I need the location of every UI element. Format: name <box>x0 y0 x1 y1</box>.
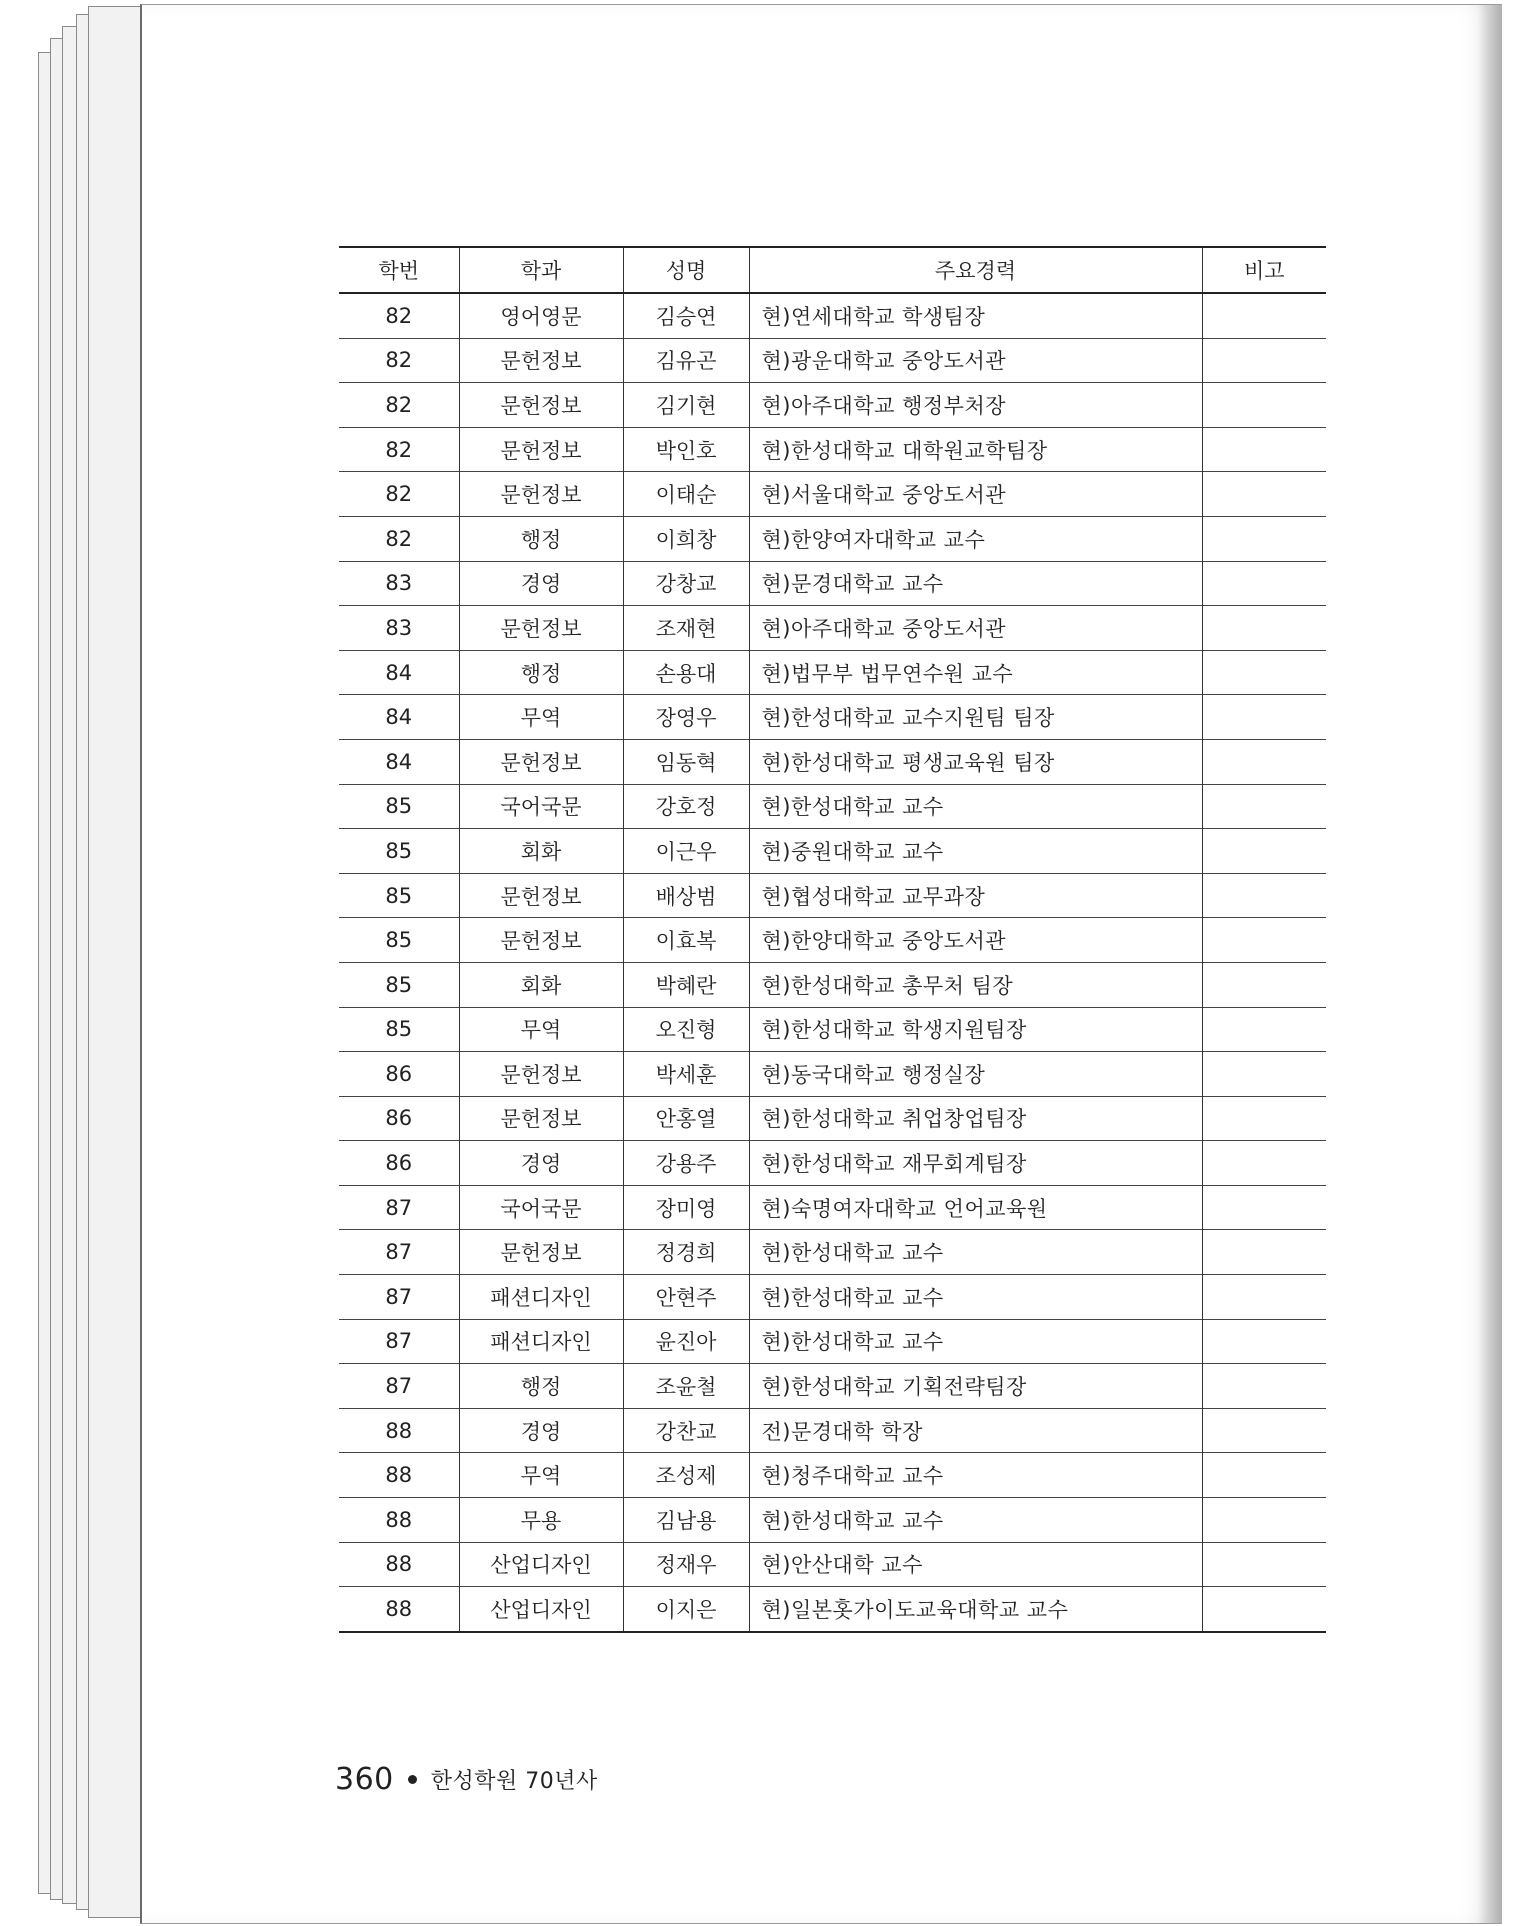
cell-student-id: 87 <box>385 1240 413 1265</box>
page-footer <box>335 1762 598 1797</box>
table-row <box>339 1007 1326 1052</box>
table-row <box>339 829 1326 874</box>
cell-student-id: 82 <box>385 482 413 507</box>
cell-remarks <box>1202 1408 1326 1453</box>
cell-remarks <box>1202 1587 1326 1632</box>
cell-name: 김기현 <box>623 383 749 428</box>
cell-name: 김유곤 <box>623 338 749 383</box>
page-number: 360 <box>335 1762 394 1797</box>
cell-student-id: 88 <box>385 1463 413 1488</box>
cell-career: 현)한양여자대학교 교수 <box>749 516 1202 561</box>
table-row <box>339 427 1326 472</box>
cell-department: 문헌정보 <box>459 918 623 963</box>
cell-remarks <box>1202 1007 1326 1052</box>
cell-career: 현)중원대학교 교수 <box>749 829 1202 874</box>
cell-career: 현)연세대학교 학생팀장 <box>749 293 1202 338</box>
cell-name: 장영우 <box>623 695 749 740</box>
cell-department: 행정 <box>459 516 623 561</box>
cell-student-id: 82 <box>385 437 413 462</box>
cell-name: 이지은 <box>623 1587 749 1632</box>
cell-department: 문헌정보 <box>459 1052 623 1097</box>
cell-department: 회화 <box>459 962 623 1007</box>
cell-career: 현)한양대학교 중앙도서관 <box>749 918 1202 963</box>
cell-career: 현)청주대학교 교수 <box>749 1453 1202 1498</box>
cell-career: 현)숙명여자대학교 언어교육원 <box>749 1185 1202 1230</box>
cell-department: 문헌정보 <box>459 1230 623 1275</box>
bullet-separator <box>408 1775 417 1784</box>
cell-name: 이희창 <box>623 516 749 561</box>
cell-remarks <box>1202 338 1326 383</box>
cell-department: 경영 <box>459 561 623 606</box>
table-row <box>339 1319 1326 1364</box>
cell-department: 영어영문 <box>459 293 623 338</box>
cell-career: 현)한성대학교 교수 <box>749 1275 1202 1320</box>
cell-student-id: 82 <box>385 303 413 328</box>
table-row <box>339 1052 1326 1097</box>
cell-remarks <box>1202 1230 1326 1275</box>
cell-remarks <box>1202 1542 1326 1587</box>
cell-student-id: 87 <box>385 1329 413 1354</box>
cell-name: 이근우 <box>623 829 749 874</box>
table-row <box>339 1498 1326 1543</box>
cell-remarks <box>1202 1185 1326 1230</box>
cell-department: 회화 <box>459 829 623 874</box>
cell-name: 오진형 <box>623 1007 749 1052</box>
table-row <box>339 1096 1326 1141</box>
cell-name: 배상범 <box>623 873 749 918</box>
cell-department: 패션디자인 <box>459 1275 623 1320</box>
cell-career: 현)아주대학교 행정부처장 <box>749 383 1202 428</box>
cell-remarks <box>1202 1052 1326 1097</box>
cell-department: 무역 <box>459 695 623 740</box>
cell-remarks <box>1202 293 1326 338</box>
table-row <box>339 1408 1326 1453</box>
cell-remarks <box>1202 650 1326 695</box>
table-row <box>339 561 1326 606</box>
cell-remarks <box>1202 829 1326 874</box>
cell-remarks <box>1202 1319 1326 1364</box>
table-row <box>339 383 1326 428</box>
cell-department: 문헌정보 <box>459 606 623 651</box>
table-row <box>339 695 1326 740</box>
cell-student-id: 86 <box>385 1151 413 1176</box>
cell-name: 안현주 <box>623 1275 749 1320</box>
cell-student-id: 83 <box>385 615 413 640</box>
alumni-table <box>339 246 1326 1633</box>
cell-name: 임동혁 <box>623 739 749 784</box>
cell-department: 경영 <box>459 1141 623 1186</box>
cell-student-id: 82 <box>385 526 413 551</box>
cell-name: 강창교 <box>623 561 749 606</box>
cell-student-id: 88 <box>385 1597 413 1622</box>
cell-department: 문헌정보 <box>459 873 623 918</box>
table-row <box>339 1275 1326 1320</box>
cell-name: 정재우 <box>623 1542 749 1587</box>
cell-student-id: 86 <box>385 1061 413 1086</box>
table-row <box>339 1542 1326 1587</box>
cell-student-id: 84 <box>385 705 413 730</box>
cell-student-id: 83 <box>385 571 413 596</box>
table-row <box>339 1587 1326 1632</box>
table-row <box>339 739 1326 784</box>
cell-remarks <box>1202 427 1326 472</box>
header-remarks: 비고 <box>1202 247 1326 293</box>
cell-name: 김승연 <box>623 293 749 338</box>
cell-career: 현)한성대학교 학생지원팀장 <box>749 1007 1202 1052</box>
cell-career: 현)한성대학교 재무회계팀장 <box>749 1141 1202 1186</box>
cell-career: 현)한성대학교 대학원교학팀장 <box>749 427 1202 472</box>
table-row <box>339 1230 1326 1275</box>
cell-department: 무역 <box>459 1007 623 1052</box>
cell-student-id: 88 <box>385 1507 413 1532</box>
header-department: 학과 <box>459 247 623 293</box>
table-row <box>339 918 1326 963</box>
cell-name: 박인호 <box>623 427 749 472</box>
cell-department: 문헌정보 <box>459 427 623 472</box>
cell-remarks <box>1202 695 1326 740</box>
cell-remarks <box>1202 873 1326 918</box>
cell-career: 현)한성대학교 평생교육원 팀장 <box>749 739 1202 784</box>
cell-remarks <box>1202 784 1326 829</box>
cell-remarks <box>1202 516 1326 561</box>
table-row <box>339 293 1326 338</box>
table-body <box>339 293 1326 1632</box>
cell-career: 현)법무부 법무연수원 교수 <box>749 650 1202 695</box>
cell-career: 현)아주대학교 중앙도서관 <box>749 606 1202 651</box>
cell-department: 문헌정보 <box>459 1096 623 1141</box>
cell-department: 행정 <box>459 1364 623 1409</box>
cell-name: 정경희 <box>623 1230 749 1275</box>
table-row <box>339 516 1326 561</box>
cell-student-id: 85 <box>385 928 413 953</box>
cell-name: 이태순 <box>623 472 749 517</box>
cell-career: 현)한성대학교 교수 <box>749 784 1202 829</box>
cell-department: 문헌정보 <box>459 472 623 517</box>
cell-remarks <box>1202 383 1326 428</box>
table-row <box>339 873 1326 918</box>
table-row <box>339 1453 1326 1498</box>
cell-career: 현)한성대학교 교수 <box>749 1230 1202 1275</box>
page-shadow <box>1478 5 1502 1923</box>
cell-remarks <box>1202 962 1326 1007</box>
cell-career: 현)한성대학교 교수 <box>749 1319 1202 1364</box>
cell-department: 국어국문 <box>459 1185 623 1230</box>
cell-remarks <box>1202 1096 1326 1141</box>
cell-student-id: 88 <box>385 1418 413 1443</box>
cell-name: 장미영 <box>623 1185 749 1230</box>
cell-name: 박세훈 <box>623 1052 749 1097</box>
cell-remarks <box>1202 918 1326 963</box>
cell-student-id: 84 <box>385 749 413 774</box>
cell-student-id: 85 <box>385 794 413 819</box>
cell-department: 경영 <box>459 1408 623 1453</box>
cell-career: 현)한성대학교 총무처 팀장 <box>749 962 1202 1007</box>
cell-remarks <box>1202 561 1326 606</box>
table-row <box>339 338 1326 383</box>
cell-name: 안홍열 <box>623 1096 749 1141</box>
cell-remarks <box>1202 1275 1326 1320</box>
cell-remarks <box>1202 739 1326 784</box>
cell-name: 이효복 <box>623 918 749 963</box>
cell-career: 현)안산대학 교수 <box>749 1542 1202 1587</box>
table-row <box>339 962 1326 1007</box>
table-row <box>339 784 1326 829</box>
cell-student-id: 85 <box>385 883 413 908</box>
book-title: 한성학원 70년사 <box>430 1769 598 1794</box>
cell-department: 산업디자인 <box>459 1587 623 1632</box>
cell-name: 강찬교 <box>623 1408 749 1453</box>
table-row <box>339 606 1326 651</box>
cell-student-id: 86 <box>385 1106 413 1131</box>
cell-department: 산업디자인 <box>459 1542 623 1587</box>
cell-remarks <box>1202 1141 1326 1186</box>
cell-remarks <box>1202 1364 1326 1409</box>
cell-name: 강호정 <box>623 784 749 829</box>
cell-career: 현)협성대학교 교무과장 <box>749 873 1202 918</box>
cell-name: 강용주 <box>623 1141 749 1186</box>
cell-name: 김남용 <box>623 1498 749 1543</box>
cell-student-id: 82 <box>385 392 413 417</box>
cell-student-id: 85 <box>385 972 413 997</box>
table-row <box>339 650 1326 695</box>
cell-student-id: 87 <box>385 1374 413 1399</box>
cell-department: 무역 <box>459 1453 623 1498</box>
header-student-id: 학번 <box>378 259 420 283</box>
cell-student-id: 85 <box>385 1017 413 1042</box>
cell-student-id: 87 <box>385 1195 413 1220</box>
cell-name: 박혜란 <box>623 962 749 1007</box>
cell-name: 조성제 <box>623 1453 749 1498</box>
cell-name: 윤진아 <box>623 1319 749 1364</box>
cell-department: 문헌정보 <box>459 383 623 428</box>
header-career: 주요경력 <box>749 247 1202 293</box>
cell-department: 국어국문 <box>459 784 623 829</box>
cell-career: 현)광운대학교 중앙도서관 <box>749 338 1202 383</box>
cell-name: 조재현 <box>623 606 749 651</box>
cell-career: 현)문경대학교 교수 <box>749 561 1202 606</box>
table-row <box>339 1185 1326 1230</box>
cell-career: 현)한성대학교 취업창업팀장 <box>749 1096 1202 1141</box>
cell-career: 현)서울대학교 중앙도서관 <box>749 472 1202 517</box>
cell-career: 현)한성대학교 기획전략팀장 <box>749 1364 1202 1409</box>
cell-remarks <box>1202 1453 1326 1498</box>
table-row <box>339 472 1326 517</box>
cell-career: 현)동국대학교 행정실장 <box>749 1052 1202 1097</box>
cell-career: 전)문경대학 학장 <box>749 1408 1202 1453</box>
cell-career: 현)일본홋가이도교육대학교 교수 <box>749 1587 1202 1632</box>
cell-department: 행정 <box>459 650 623 695</box>
cell-department: 문헌정보 <box>459 739 623 784</box>
cell-student-id: 87 <box>385 1284 413 1309</box>
cell-career: 현)한성대학교 교수지원팀 팀장 <box>749 695 1202 740</box>
cell-student-id: 84 <box>385 660 413 685</box>
table-row <box>339 1141 1326 1186</box>
cell-name: 조윤철 <box>623 1364 749 1409</box>
cell-department: 문헌정보 <box>459 338 623 383</box>
cell-remarks <box>1202 472 1326 517</box>
table-row <box>339 1364 1326 1409</box>
table-header-row <box>339 247 1326 293</box>
cell-remarks <box>1202 606 1326 651</box>
cell-department: 무용 <box>459 1498 623 1543</box>
cell-student-id: 88 <box>385 1552 413 1577</box>
cell-name: 손용대 <box>623 650 749 695</box>
cell-student-id: 85 <box>385 838 413 863</box>
cell-career: 현)한성대학교 교수 <box>749 1498 1202 1543</box>
header-name: 성명 <box>623 247 749 293</box>
cell-remarks <box>1202 1498 1326 1543</box>
cell-department: 패션디자인 <box>459 1319 623 1364</box>
cell-student-id: 82 <box>385 348 413 373</box>
